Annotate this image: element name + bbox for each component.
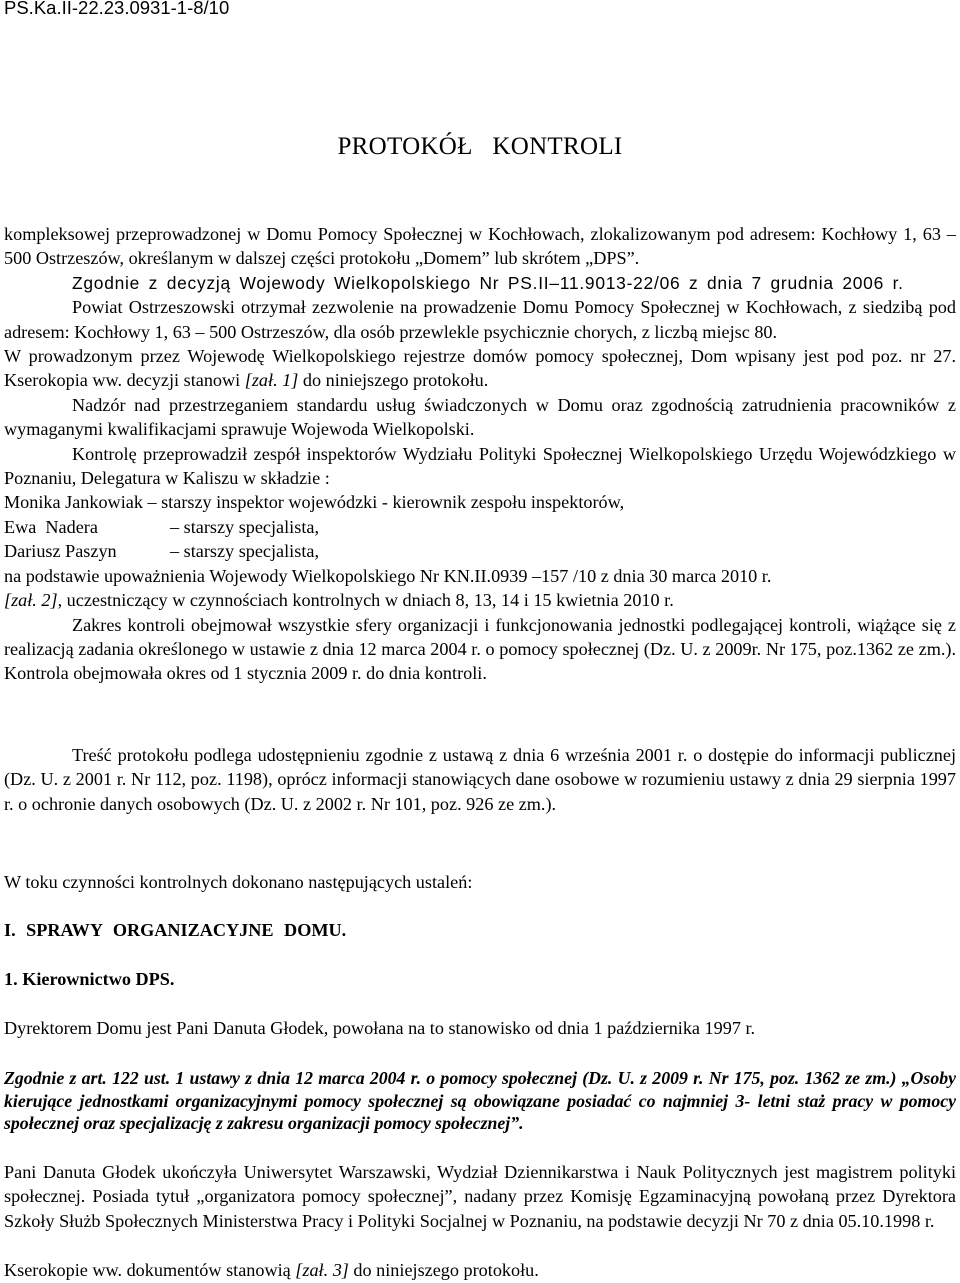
intro-paragraph: kompleksowej przeprowadzonej w Domu Pomocy Społecznej w Kochłowach, zlokalizowanym pod adresem: Kochłowy 1, 63 – 500 Ostrzeszów, określanym w dalszej części protokołu „Domem” lub skrótem „DPS”. <box>4 224 956 269</box>
education-paragraph: Pani Danuta Głodek ukończyła Uniwersytet Warszawski, Wydział Dziennikarstwa i Nauk Politycznych jest magistrem polityki społecznej. Posiada tytuł „organizatora pomocy społecznej”, nadany przez Komisję Egzaminacyjną powołaną przez Dyrektora Szkoły Służb Społecznych Ministerstwa Pracy i Polityki Socjalnej w Poznaniu, na podstawie decyzji Nr 70 z dnia 05.10.1998 r. <box>4 1162 956 1231</box>
attachment-1-ref: [zał. 1] <box>244 370 299 391</box>
team-member-role: – starszy inspektor wojewódzki - kierownik zespołu inspektorów, <box>147 492 625 513</box>
attachment-2-ref: [zał. 2], <box>4 590 63 611</box>
decision-reference: Zgodnie z decyzją Wojewody Wielkopolskiego Nr PS.II–11.9013-22/06 z dnia 7 grudnia 2006 r. <box>72 272 904 293</box>
team-list <box>4 490 956 563</box>
scope-paragraph: Zakres kontroli obejmował wszystkie sfery organizacji i funkcjonowania jednostki podlegającej kontroli, wiążące się z realizacją zadania określonego w ustawie z dnia 12 marca 2004 r. o pomocy społecznej (Dz. U. z 2009r. Nr 175, poz.1362 ze zm.). Kontrola obejmowała okres od 1 stycznia 2009 r. do dnia kontroli. <box>4 614 956 684</box>
team-member <box>4 539 956 563</box>
participation-line <box>4 588 956 612</box>
team-member-name: Dariusz Paszyn <box>4 541 117 562</box>
team-member-role: – starszy specjalista, <box>170 541 319 562</box>
copies-line <box>4 1258 956 1282</box>
team-member-role: – starszy specjalista, <box>170 516 319 537</box>
legal-note: Zgodnie z art. 122 ust. 1 ustawy z dnia 12 marca 2004 r. o pomocy społecznej (Dz. U. z 2009 r. Nr 175, poz. 1362 ze zm.) „Osoby kierujące jednostkami organizacyjnymi pomocy społecznej są obowiązane posiadać co najmniej 3- letni staż pracy w pomocy społecznej oraz specjalizację z zakresu organizacji pomocy społecznej”. <box>4 1068 956 1134</box>
subsection-heading: 1. Kierownictwo DPS. <box>4 969 175 989</box>
document-title: PROTOKÓŁ KONTROLI <box>337 133 623 160</box>
team-member-name: Monika Jankowiak <box>4 492 143 513</box>
attachment-3-ref: [zał. 3] <box>295 1260 349 1280</box>
team-member <box>4 515 956 539</box>
register-text-end: do niniejszego protokołu. <box>298 370 489 391</box>
register-paragraph <box>4 344 956 393</box>
findings-intro: W toku czynności kontrolnych dokonano następujących ustaleń: <box>4 872 473 892</box>
disclosure-paragraph: Treść protokołu podlega udostępnieniu zgodnie z ustawą z dnia 6 września 2001 r. o dostępie do informacji publicznej (Dz. U. z 2001 r. Nr 112, poz. 1198), oprócz informacji stanowiących dane osobowe w rozumieniu ustawy z dnia 29 sierpnia 1997 r. o ochronie danych osobowych (Dz. U. z 2002 r. Nr 101, poz. 926 ze zm.). <box>4 745 956 814</box>
director-paragraph: Dyrektorem Domu jest Pani Danuta Głodek, powołana na to stanowisko od dnia 1 października 1997 r. <box>4 1018 756 1038</box>
team-member-name: Ewa Nadera <box>4 516 98 537</box>
intro-section <box>4 222 956 686</box>
permit-paragraph: Powiat Ostrzeszowski otrzymał zezwolenie na prowadzenie Domu Pomocy Społecznej w Kochłowach, z siedzibą pod adresem: Kochłowy 1, 63 – 500 Ostrzeszów, dla osób przewlekle psychicznie chorych, z liczbą miejsc 80. <box>4 297 956 342</box>
team-member <box>4 490 956 514</box>
supervision-paragraph: Nadzór nad przestrzeganiem standardu usług świadczonych w Domu oraz zgodnością zatrudnienia pracowników z wymaganymi kwalifikacjami sprawuje Wojewoda Wielkopolski. <box>4 394 956 440</box>
register-text: W prowadzonym przez Wojewodę Wielkopolskiego rejestrze domów pomocy społecznej, Dom wpisany jest pod poz. nr 27. Kserokopia ww. decyzji stanowi <box>4 346 956 391</box>
authorization-line: na podstawie upoważnienia Wojewody Wielkopolskiego Nr KN.II.0939 –157 /10 z dnia 30 marca 2010 r. <box>4 565 772 586</box>
team-intro-paragraph: Kontrolę przeprowadził zespół inspektorów Wydziału Polityki Społecznej Wielkopolskiego Urzędu Wojewódzkiego w Poznaniu, Delegatura w Kaliszu w składzie : <box>4 443 956 489</box>
participation-text: uczestniczący w czynnościach kontrolnych w dniach 8, 13, 14 i 15 kwietnia 2010 r. <box>62 590 674 611</box>
copies-text: Kserokopie ww. dokumentów stanowią <box>4 1260 296 1280</box>
copies-text-end: do niniejszego protokołu. <box>348 1260 539 1280</box>
section-heading: I. SPRAWY ORGANIZACYJNE DOMU. <box>4 920 347 940</box>
document-reference: PS.Ka.II-22.23.0931-1-8/10 <box>4 0 230 18</box>
